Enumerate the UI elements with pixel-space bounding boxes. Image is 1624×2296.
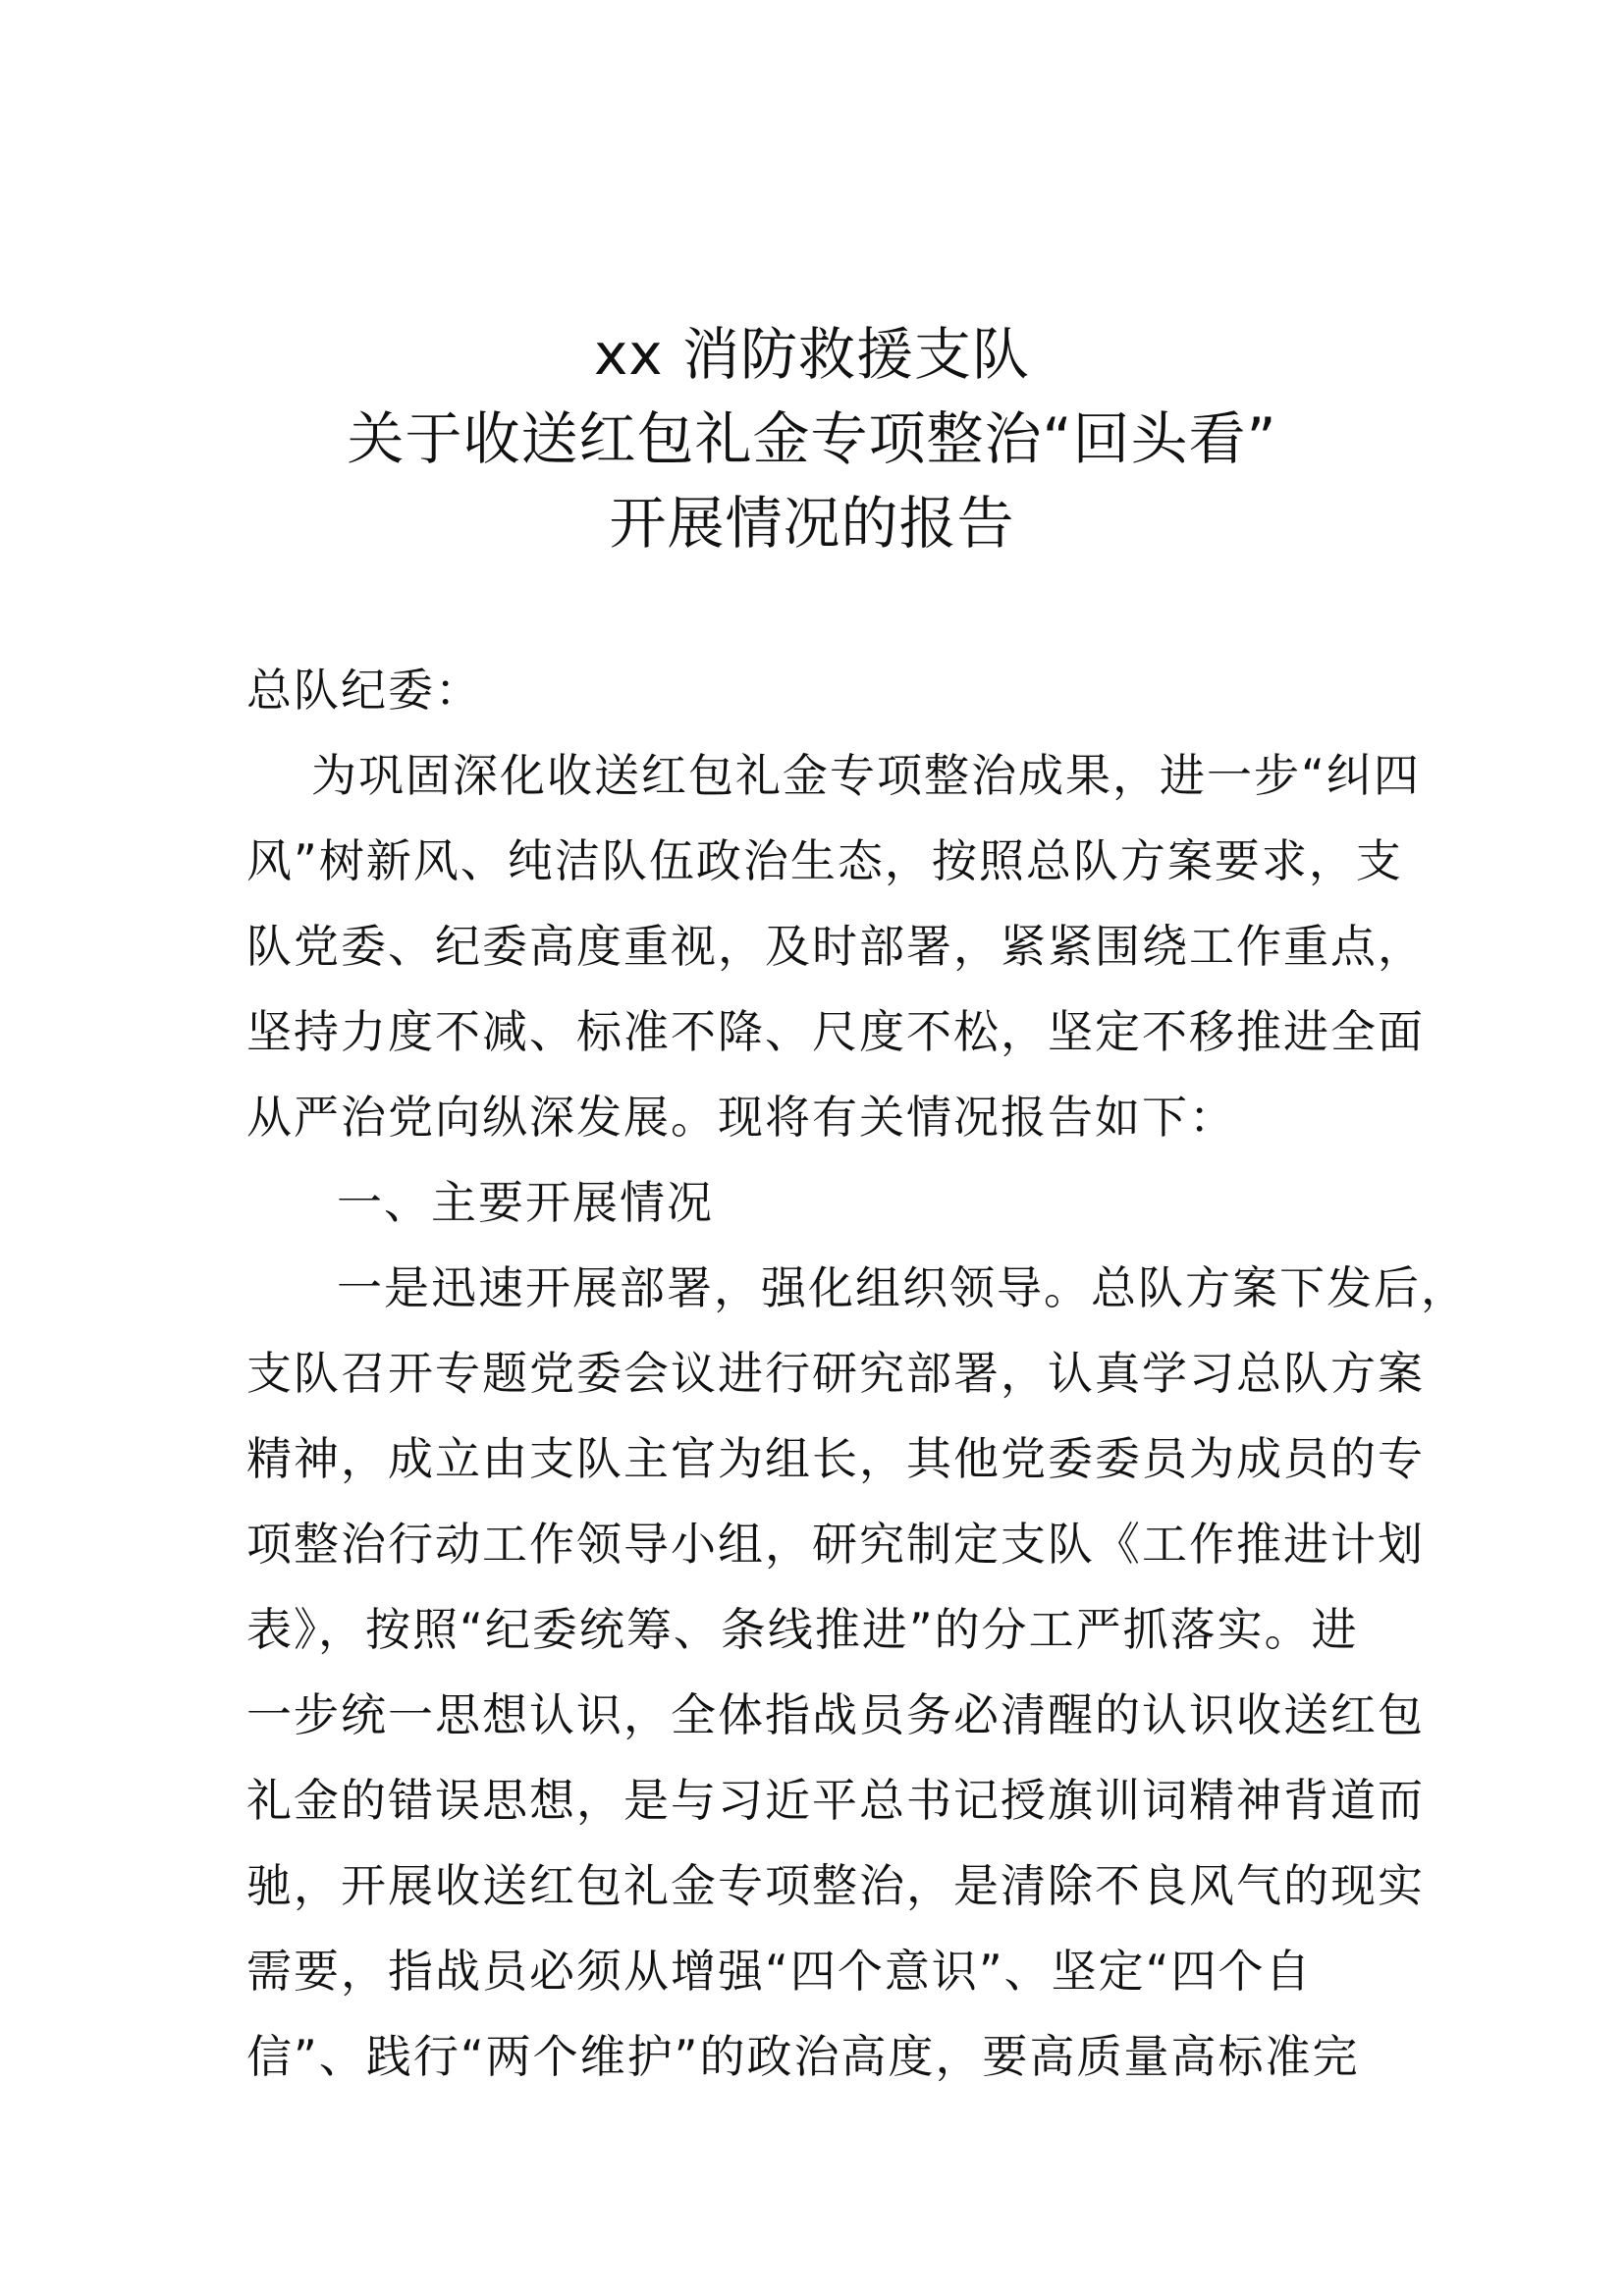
paragraph-line: 为巩固深化收送红包礼金专项整治成果，进一步“纠四 <box>311 749 1421 802</box>
paragraph-line: 需要，指战员必须从增强“四个意识”、坚定“四个自 <box>246 1945 1313 1998</box>
paragraph-line: 项整治行动工作领导小组，研究制定支队《工作推进计划 <box>246 1518 1425 1571</box>
paragraph-line: 驰，开展收送红包礼金专项整治，是清除不良风气的现实 <box>246 1859 1425 1912</box>
paragraph-line: 礼金的错误思想，是与习近平总书记授旗训词精神背道而 <box>246 1774 1425 1827</box>
paragraph-line: 一步统一思想认识，全体指战员务必清醒的认识收送红包 <box>246 1688 1425 1741</box>
salutation: 总队纪委： <box>246 664 482 717</box>
document-title <box>0 312 1624 565</box>
paragraph-line: 表》，按照“纪委统筹、条线推进”的分工严抓落实。进 <box>246 1603 1359 1656</box>
paragraph-intro <box>246 733 1425 1160</box>
paragraph-line: 风”树新风、纯洁队伍政治生态，按照总队方案要求，支 <box>246 834 1403 887</box>
paragraph-line: 信”、践行“两个维护”的政治高度，要高质量高标准完 <box>246 2030 1360 2083</box>
paragraph-line: 一是迅速开展部署，强化组织领导。总队方案下发后， <box>337 1261 1468 1314</box>
title-line-3: 开展情况的报告 <box>609 490 1015 557</box>
paragraph-line: 支队召开专题党委会议进行研究部署，认真学习总队方案 <box>246 1347 1425 1400</box>
title-line-2: 关于收送红包礼金专项整治“回头看” <box>347 405 1277 472</box>
paragraph-line: 精神，成立由支队主官为组长，其他党委委员为成员的专 <box>246 1432 1425 1485</box>
section-heading: 一、主要开展情况 <box>337 1176 714 1229</box>
document-body <box>246 648 1468 2100</box>
paragraph-line: 队党委、纪委高度重视，及时部署，紧紧围绕工作重点， <box>246 920 1425 973</box>
paragraph-line: 从严治党向纵深发展。现将有关情况报告如下： <box>246 1091 1236 1144</box>
paragraph-deployment <box>246 1246 1468 2100</box>
title-line-1: xx 消防救援支队 <box>593 321 1031 388</box>
paragraph-line: 坚持力度不减、标准不降、尺度不松，坚定不移推进全面 <box>246 1005 1425 1058</box>
